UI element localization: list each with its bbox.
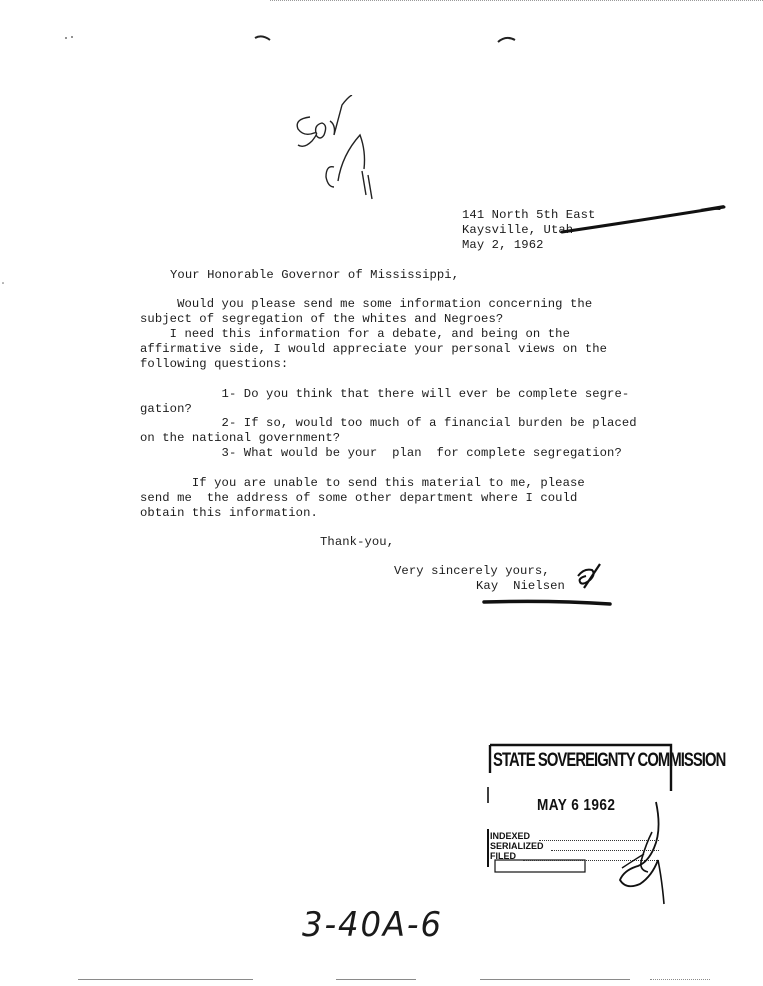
return-address-street: 141 North 5th East (462, 208, 596, 222)
question-line: 2- If so, would too much of a financial burden be placed (140, 416, 637, 430)
handwritten-flourish (612, 800, 672, 910)
body-line: Would you please send me some information concerning the (140, 297, 593, 311)
stamp-field-indexed: INDEXED (490, 831, 531, 841)
signature-name: Kay Nielsen (476, 579, 565, 593)
pen-stroke (560, 200, 730, 240)
stamp-date: MAY 6 1962 (537, 797, 616, 814)
question-line: on the national government? (140, 431, 341, 445)
handwritten-check-mark (570, 560, 610, 592)
scan-edge-line (480, 979, 630, 980)
signoff: Very sincerely yours, (394, 564, 550, 578)
closing-line: obtain this information. (140, 506, 318, 520)
question-line: gation? (140, 402, 192, 416)
body-line: following questions: (140, 357, 289, 371)
scan-edge-line (336, 979, 416, 980)
body-line: affirmative side, I would appreciate your personal views on the (140, 342, 608, 356)
thanks: Thank-you, (320, 535, 395, 549)
body-line: I need this information for a debate, and being on the (140, 327, 570, 341)
file-number: 3-40A-6 (302, 905, 443, 945)
question-line: 1- Do you think that there will ever be complete segre- (140, 387, 630, 401)
return-address-city: Kaysville, Utah (462, 223, 574, 237)
body-line: subject of segregation of the whites and Negroes? (140, 312, 504, 326)
letter-date: May 2, 1962 (462, 238, 544, 252)
salutation: Your Honorable Governor of Mississippi, (170, 268, 460, 282)
closing-line: send me the address of some other department where I could (140, 491, 578, 505)
closing-line: If you are unable to send this material to me, please (140, 476, 585, 490)
stamp-field-serialized: SERIALIZED (490, 841, 544, 851)
scan-edge-line (78, 979, 253, 980)
stamp-field-filed: FILED (490, 851, 516, 861)
signature-underline (480, 596, 620, 610)
stamp-title: STATE SOVEREIGNTY COMMISSION (493, 750, 726, 771)
handwritten-initials (290, 95, 380, 205)
question-line: 3- What would be your plan for complete segregation? (140, 446, 622, 460)
scan-edge-line (650, 979, 710, 980)
